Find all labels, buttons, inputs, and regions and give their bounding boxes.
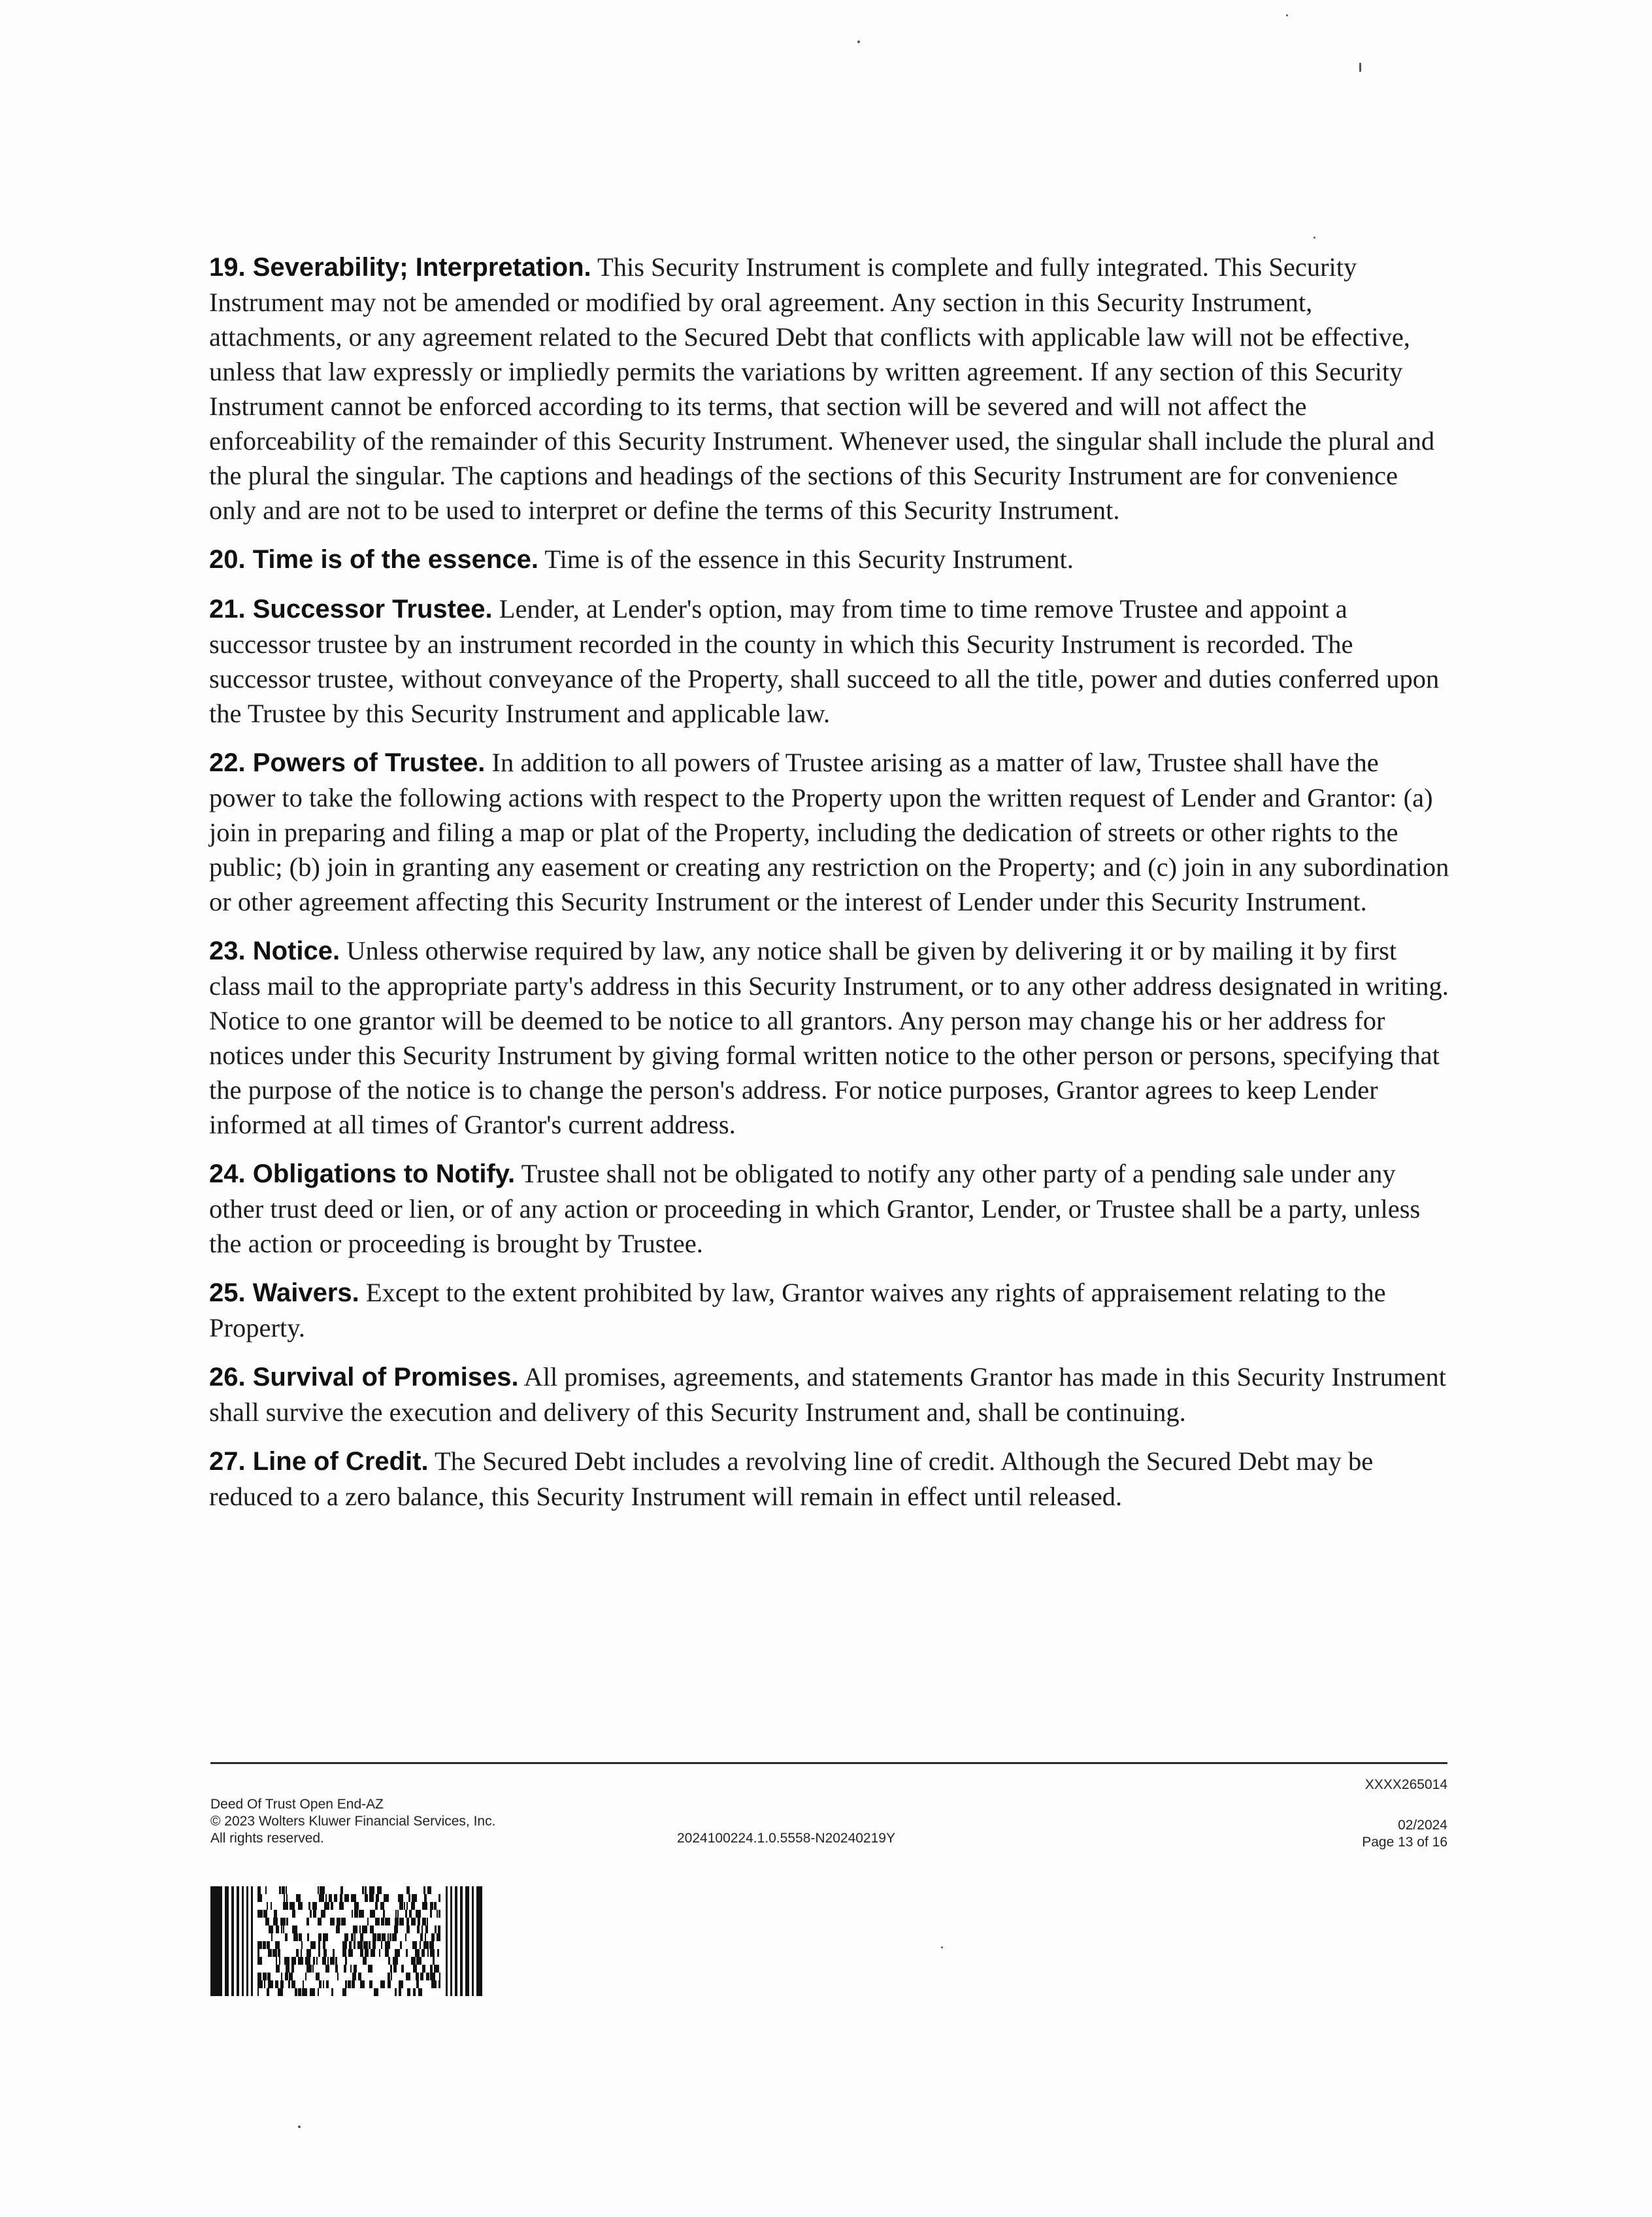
scan-speck <box>857 41 860 43</box>
section-heading: 19. Severability; Interpretation. <box>209 253 591 282</box>
section-heading: 27. Line of Credit. <box>209 1447 429 1476</box>
pdf417-barcode-icon <box>210 1886 485 1996</box>
footer-form-name: Deed Of Trust Open End-AZ <box>210 1797 384 1812</box>
section-notice <box>209 933 1451 1142</box>
section-text: Unless otherwise required by law, any notice shall be given by delivering it or by mailing it by first class mail to the appropriate party's address in this Security Instrument, or to any other address designated in writing. Notice to one grantor will be deemed to be notice to all grantors. Any person may change his or her address for notices under this Security Instrument by giving formal written notice to the other person or persons, specifying that the purpose of the notice is to change the person's address. For notice purposes, Grantor agrees to keep Lender informed at all times of Grantor's current address. <box>209 936 1449 1139</box>
section-text: Except to the extent prohibited by law, Grantor waives any rights of appraisement relating to the Property. <box>209 1278 1386 1342</box>
section-heading: 21. Successor Trustee. <box>209 595 493 624</box>
section-obligations-to-notify <box>209 1156 1451 1261</box>
section-heading: 22. Powers of Trustee. <box>209 748 486 777</box>
section-heading: 25. Waivers. <box>209 1278 359 1307</box>
section-powers-of-trustee <box>209 745 1451 919</box>
section-heading: 23. Notice. <box>209 937 340 965</box>
footer-page-number: Page 13 of 16 <box>1362 1835 1447 1850</box>
section-text: Lender, at Lender's option, may from time to time remove Trustee and appoint a successor trustee by an instrument recorded in the county in which this Security Instrument is recorded. The successor trustee, without conveyance of the Property, shall succeed to all the title, power and duties conferred upon the Trustee by this Security Instrument and applicable law. <box>209 594 1440 728</box>
footer-rights: All rights reserved. <box>210 1831 324 1846</box>
section-successor-trustee <box>209 592 1451 731</box>
section-severability <box>209 250 1451 527</box>
section-time-essence <box>209 542 1451 577</box>
section-text: This Security Instrument is complete and fully integrated. This Security Instrument may not be amended or modified by oral agreement. Any section in this Security Instrument, attachments, or any agreement related to the Secured Debt that conflicts with applicable law will not be effective, unless that law expressly or impliedly permits the variations by written agreement. If any section of this Security Instrument cannot be enforced according to its terms, that section will be severed and will not affect the enforceability of the remainder of this Security Instrument. Whenever used, the singular shall include the plural and the plural the singular. The captions and headings of the sections of this Security Instrument are for convenience only and are not to be used to interpret or define the terms of this Security Instrument. <box>209 252 1435 525</box>
section-waivers <box>209 1275 1451 1345</box>
footer-copyright: © 2023 Wolters Kluwer Financial Services, Inc. <box>210 1814 496 1829</box>
footer-doc-code: 2024100224.1.0.5558-N20240219Y <box>677 1831 895 1846</box>
section-text: The Secured Debt includes a revolving line of credit. Although the Secured Debt may be reduced to a zero balance, this Security Instrument will remain in effect until released. <box>209 1446 1374 1511</box>
section-text: In addition to all powers of Trustee arising as a matter of law, Trustee shall have the power to take the following actions with respect to the Property upon the written request of Lender and Grantor: (a) join in preparing and filing a map or plat of the Property, including the dedication of streets or other rights to the public; (b) join in granting any easement or creating any restriction on the Property; and (c) join in any subordination or other agreement affecting this Security Instrument or the interest of Lender under this Security Instrument. <box>209 748 1449 916</box>
document-body <box>209 250 1451 1528</box>
footer-divider <box>210 1762 1447 1764</box>
footer-loan-number: XXXX265014 <box>1364 1777 1447 1792</box>
section-survival-of-promises <box>209 1359 1451 1429</box>
section-heading: 26. Survival of Promises. <box>209 1363 519 1392</box>
section-text: All promises, agreements, and statements Grantor has made in this Security Instrument shall survive the execution and delivery of this Security Instrument and, shall be continuing. <box>209 1362 1447 1427</box>
section-text: Time is of the essence in this Security Instrument. <box>544 544 1074 574</box>
section-heading: 20. Time is of the essence. <box>209 545 538 574</box>
footer-page-info <box>1362 1776 1447 1851</box>
scan-speck <box>1359 63 1361 72</box>
section-text: Trustee shall not be obligated to notify any other party of a pending sale under any other trust deed or lien, or of any action or proceeding in which Grantor, Lender, or Trustee shall be a party, unless the action or proceeding is brought by Trustee. <box>209 1159 1421 1258</box>
footer-form-date: 02/2024 <box>1398 1818 1447 1833</box>
scan-speck <box>941 1946 943 1948</box>
scan-speck <box>1313 237 1315 239</box>
scan-speck <box>1286 14 1288 16</box>
section-line-of-credit <box>209 1444 1451 1514</box>
footer-form-info <box>210 1796 495 1847</box>
scan-speck <box>298 2125 301 2128</box>
section-heading: 24. Obligations to Notify. <box>209 1159 516 1188</box>
